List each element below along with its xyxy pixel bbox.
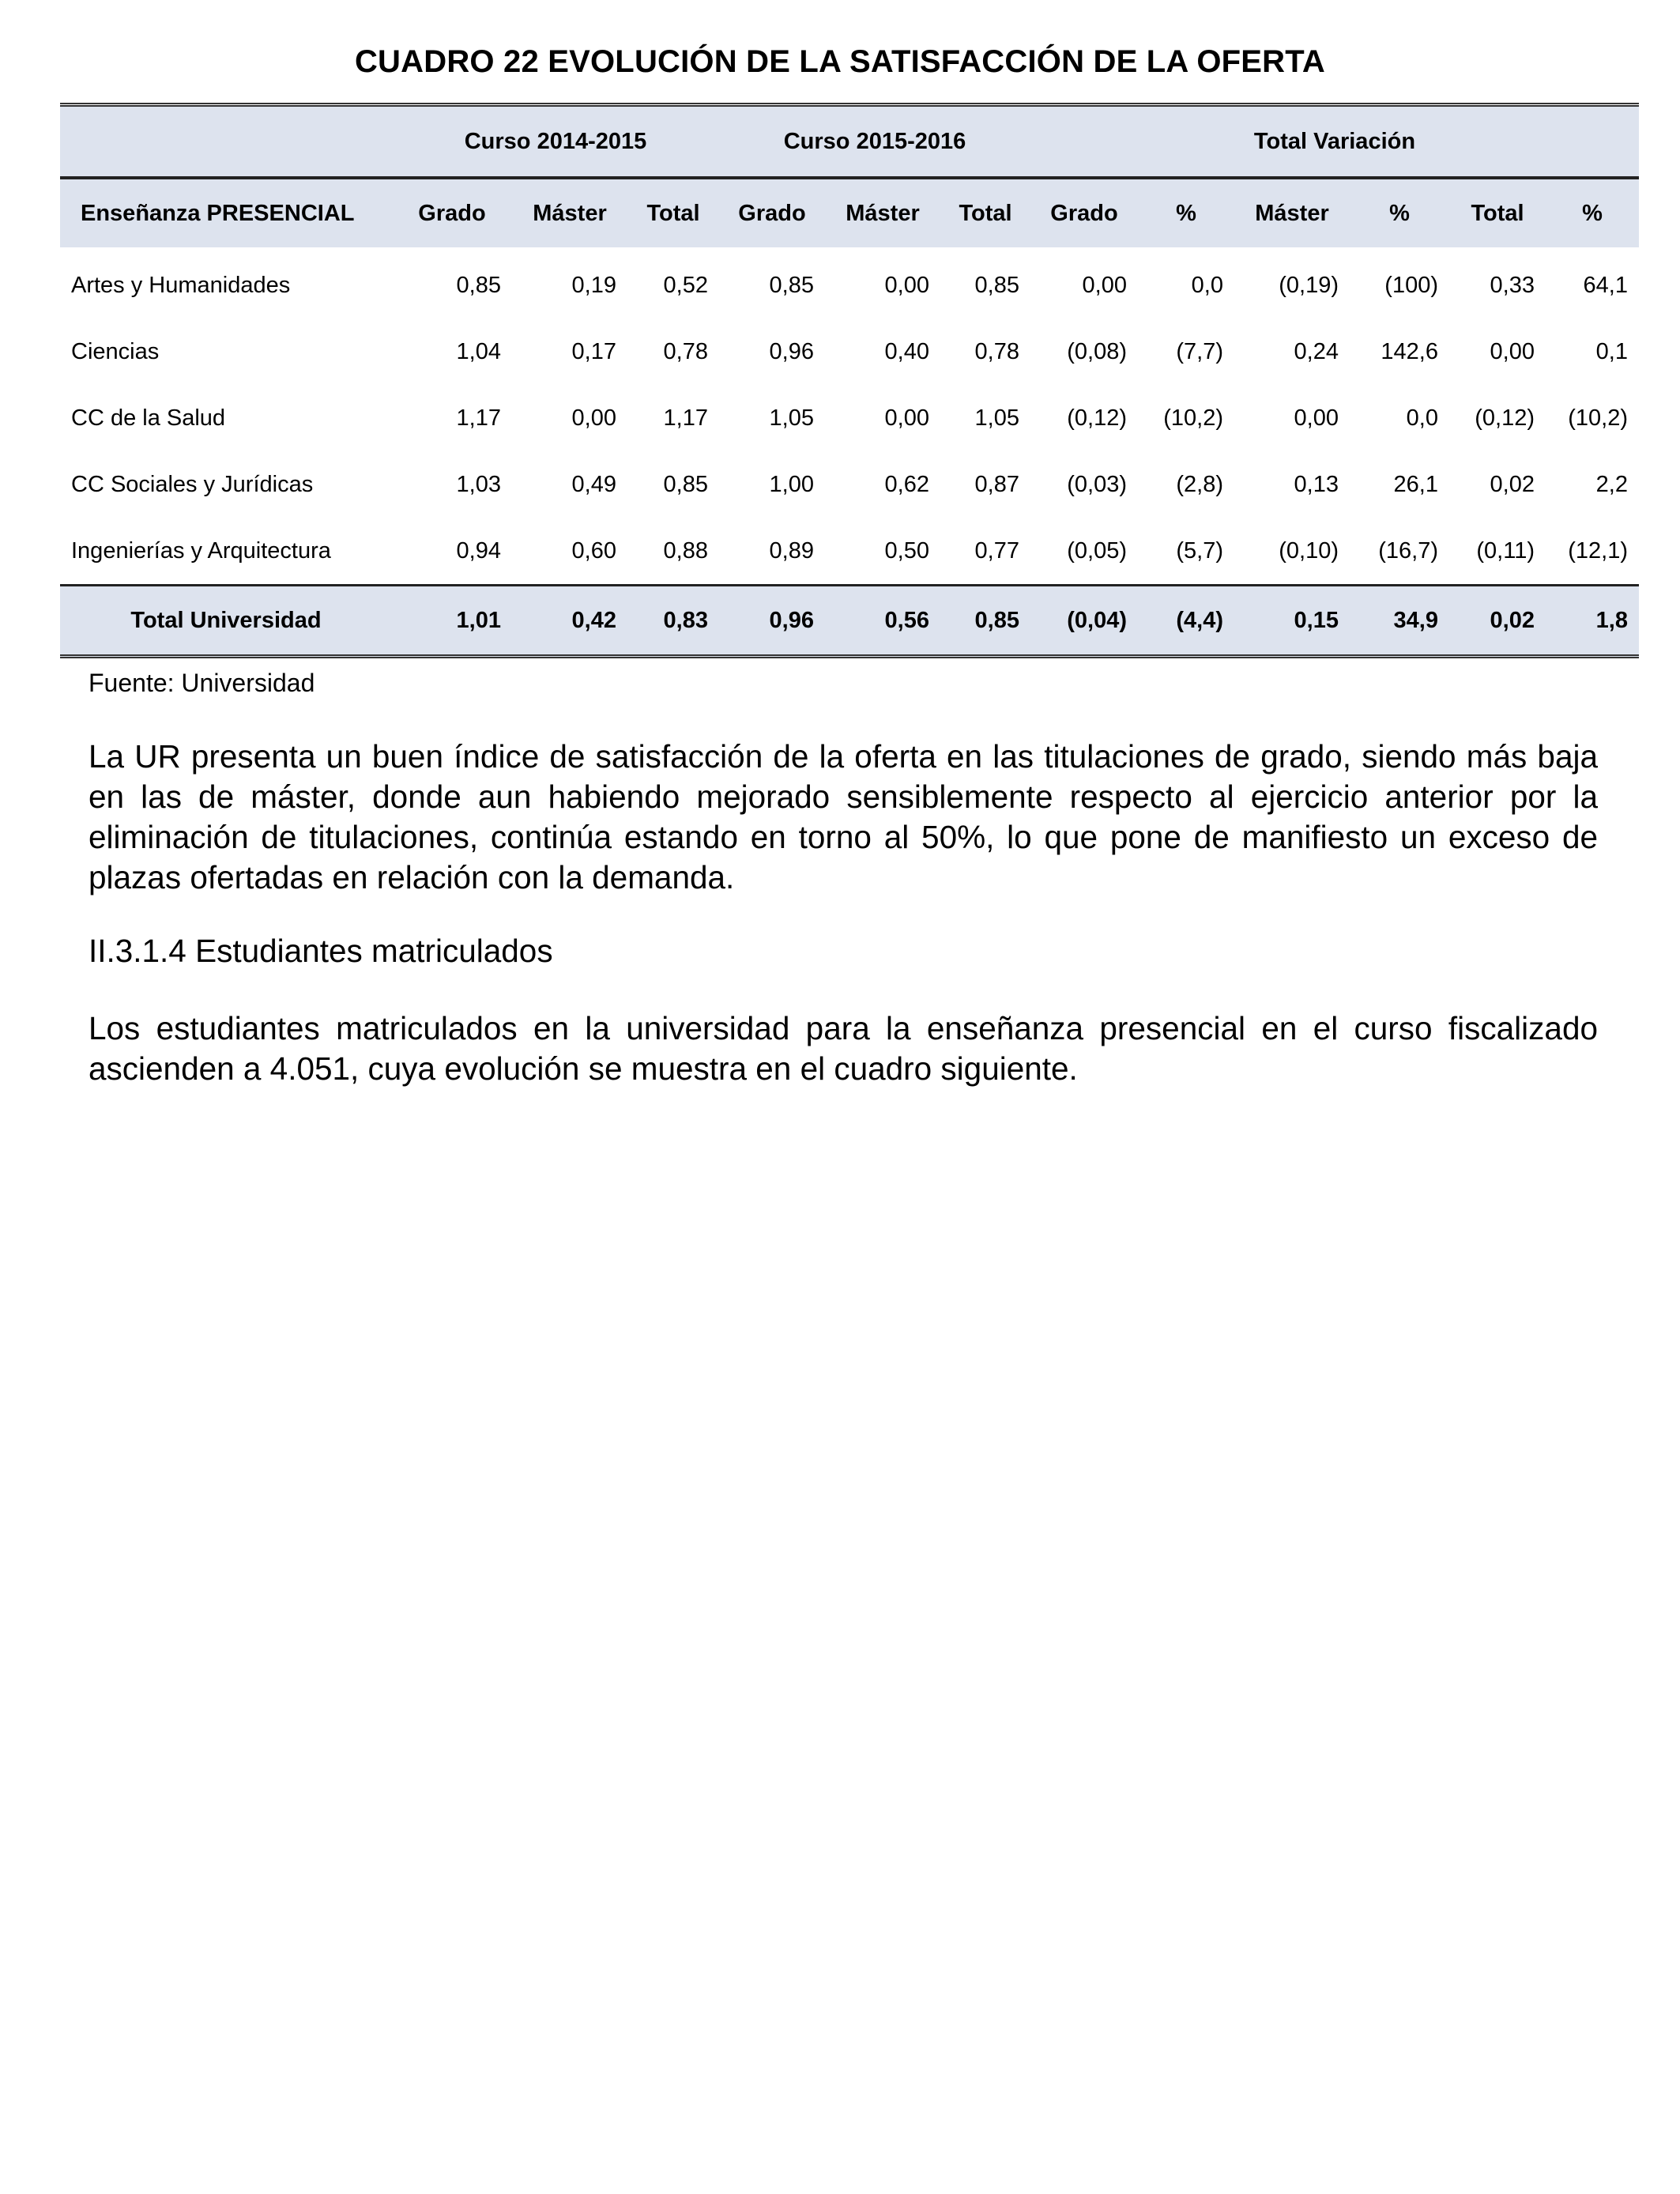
table-cell: 1,03 — [456, 471, 501, 497]
total-row — [60, 586, 1639, 657]
column-header: Grado — [392, 178, 512, 247]
table-cell: 64,1 — [1583, 272, 1628, 298]
table-cell: 1,05 — [974, 405, 1019, 431]
table-cell: (0,08) — [1067, 338, 1127, 364]
table-cell: 0,17 — [571, 338, 616, 364]
table-cell: (2,8) — [1176, 471, 1223, 497]
table-cell: 0,50 — [884, 537, 929, 564]
table-cell: 0,00 — [884, 272, 929, 298]
column-header: Grado — [719, 178, 825, 247]
column-header: Máster — [512, 178, 627, 247]
column-header-row — [60, 178, 1639, 247]
column-header: Total — [1449, 178, 1546, 247]
table-cell: 0,88 — [663, 537, 708, 564]
table-cell: 0,78 — [663, 338, 708, 364]
column-header: % — [1350, 178, 1449, 247]
table-cell: 0,85 — [663, 471, 708, 497]
table-cell: 0,00 — [571, 405, 616, 431]
total-cell: 0,42 — [512, 586, 627, 657]
table-cell: 1,05 — [769, 405, 814, 431]
table-cell: 0,85 — [456, 272, 501, 298]
table-cell: 0,13 — [1294, 471, 1339, 497]
column-header: Total — [940, 178, 1030, 247]
row-label: CC Sociales y Jurídicas — [71, 471, 314, 497]
table-cell: 0,00 — [1294, 405, 1339, 431]
total-cell: 0,96 — [719, 586, 825, 657]
total-cell: 1,01 — [392, 586, 512, 657]
table-cell: 0,1 — [1595, 338, 1628, 364]
table-cell: 1,04 — [456, 338, 501, 364]
table-title: CUADRO 22 EVOLUCIÓN DE LA SATISFACCIÓN DE LA OFERTA — [354, 44, 1326, 79]
group-header-row — [60, 107, 1639, 178]
row-label: CC de la Salud — [71, 405, 226, 431]
table-cell: 0,00 — [1082, 272, 1127, 298]
table-cell: (0,10) — [1279, 537, 1339, 564]
table-cell: (0,03) — [1067, 471, 1127, 497]
table-cell: 0,49 — [571, 471, 616, 497]
table-cell: 1,00 — [769, 471, 814, 497]
satisfaction-table-wrapper — [60, 103, 1628, 658]
table-cell: 0,00 — [1490, 338, 1535, 364]
total-cell: 0,83 — [627, 586, 719, 657]
table-cell: (100) — [1384, 272, 1438, 298]
table-cell: 0,96 — [769, 338, 814, 364]
table-cell: 0,77 — [974, 537, 1019, 564]
table-row — [60, 518, 1639, 586]
table-cell: 0,40 — [884, 338, 929, 364]
table-cell: (0,19) — [1279, 272, 1339, 298]
table-cell: 1,17 — [456, 405, 501, 431]
table-cell: 0,33 — [1490, 272, 1535, 298]
table-cell: (10,2) — [1163, 405, 1223, 431]
table-cell: (0,11) — [1476, 537, 1535, 564]
table-cell: (12,1) — [1568, 537, 1628, 564]
table-cell: 0,19 — [571, 272, 616, 298]
total-cell: (0,04) — [1030, 586, 1138, 657]
table-row — [60, 247, 1639, 319]
table-cell: 0,62 — [884, 471, 929, 497]
table-cell: 0,94 — [456, 537, 501, 564]
table-cell: (0,05) — [1067, 537, 1127, 564]
total-cell: 0,15 — [1234, 586, 1350, 657]
row-label: Artes y Humanidades — [71, 272, 291, 298]
section-heading: II.3.1.4 Estudiantes matriculados — [89, 933, 553, 969]
table-cell: 26,1 — [1393, 471, 1438, 497]
table-cell: (5,7) — [1176, 537, 1223, 564]
table-cell: 0,85 — [974, 272, 1019, 298]
column-header: Enseñanza PRESENCIAL — [60, 178, 392, 247]
table-row — [60, 319, 1639, 385]
table-cell: (7,7) — [1176, 338, 1223, 364]
source-note: Fuente: Universidad — [89, 669, 315, 697]
table-cell: 0,85 — [769, 272, 814, 298]
table-cell: 0,87 — [974, 471, 1019, 497]
table-cell: (0,12) — [1067, 405, 1127, 431]
table-cell: 0,0 — [1406, 405, 1438, 431]
satisfaction-table — [60, 103, 1639, 658]
table-cell: 0,0 — [1191, 272, 1223, 298]
table-row — [60, 385, 1639, 451]
column-header: Total — [627, 178, 719, 247]
group-header-empty — [60, 107, 392, 178]
total-cell: 0,02 — [1449, 586, 1546, 657]
column-header: Máster — [825, 178, 940, 247]
table-cell: 0,78 — [974, 338, 1019, 364]
table-cell: 142,6 — [1381, 338, 1438, 364]
column-header: % — [1138, 178, 1234, 247]
table-cell: 0,52 — [663, 272, 708, 298]
total-cell: 34,9 — [1350, 586, 1449, 657]
table-cell: 2,2 — [1595, 471, 1628, 497]
table-cell: 0,60 — [571, 537, 616, 564]
table-cell: 0,02 — [1490, 471, 1535, 497]
paragraph-students: Los estudiantes matriculados en la universidad para la enseñanza presencial en el curso fiscalizado ascienden a 4.051, cuya evolución se muestra en el cuadro siguiente. — [89, 1010, 1598, 1087]
group-header-2014-2015: Curso 2014-2015 — [392, 107, 719, 178]
table-row — [60, 451, 1639, 518]
column-header: Máster — [1234, 178, 1350, 247]
table-cell: 0,24 — [1294, 338, 1339, 364]
table-cell: (16,7) — [1378, 537, 1438, 564]
row-label: Ciencias — [71, 338, 160, 364]
column-header: % — [1546, 178, 1639, 247]
total-label: Total Universidad — [60, 586, 392, 657]
table-cell: (10,2) — [1568, 405, 1628, 431]
column-header: Grado — [1030, 178, 1138, 247]
total-cell: 0,85 — [940, 586, 1030, 657]
total-cell: (4,4) — [1138, 586, 1234, 657]
group-header-total-variacion: Total Variación — [1030, 107, 1639, 178]
table-cell: (0,12) — [1475, 405, 1535, 431]
table-cell: 0,89 — [769, 537, 814, 564]
row-label: Ingenierías y Arquitectura — [71, 537, 331, 564]
group-header-2015-2016: Curso 2015-2016 — [719, 107, 1030, 178]
table-cell: 0,00 — [884, 405, 929, 431]
table-cell: 1,17 — [663, 405, 708, 431]
total-cell: 0,56 — [825, 586, 940, 657]
table-body — [60, 105, 1639, 657]
total-cell: 1,8 — [1546, 586, 1639, 657]
paragraph-satisfaction: La UR presenta un buen índice de satisfacción de la oferta en las titulaciones de grado, siendo más baja en las de máster, donde aun habiendo mejorado sensiblemente respecto al ejercicio anterior por la eliminación de titulaciones, continúa estando en torno al 50%, lo que pone de manifiesto un exceso de plazas ofertadas en relación con la demanda. — [89, 738, 1598, 895]
